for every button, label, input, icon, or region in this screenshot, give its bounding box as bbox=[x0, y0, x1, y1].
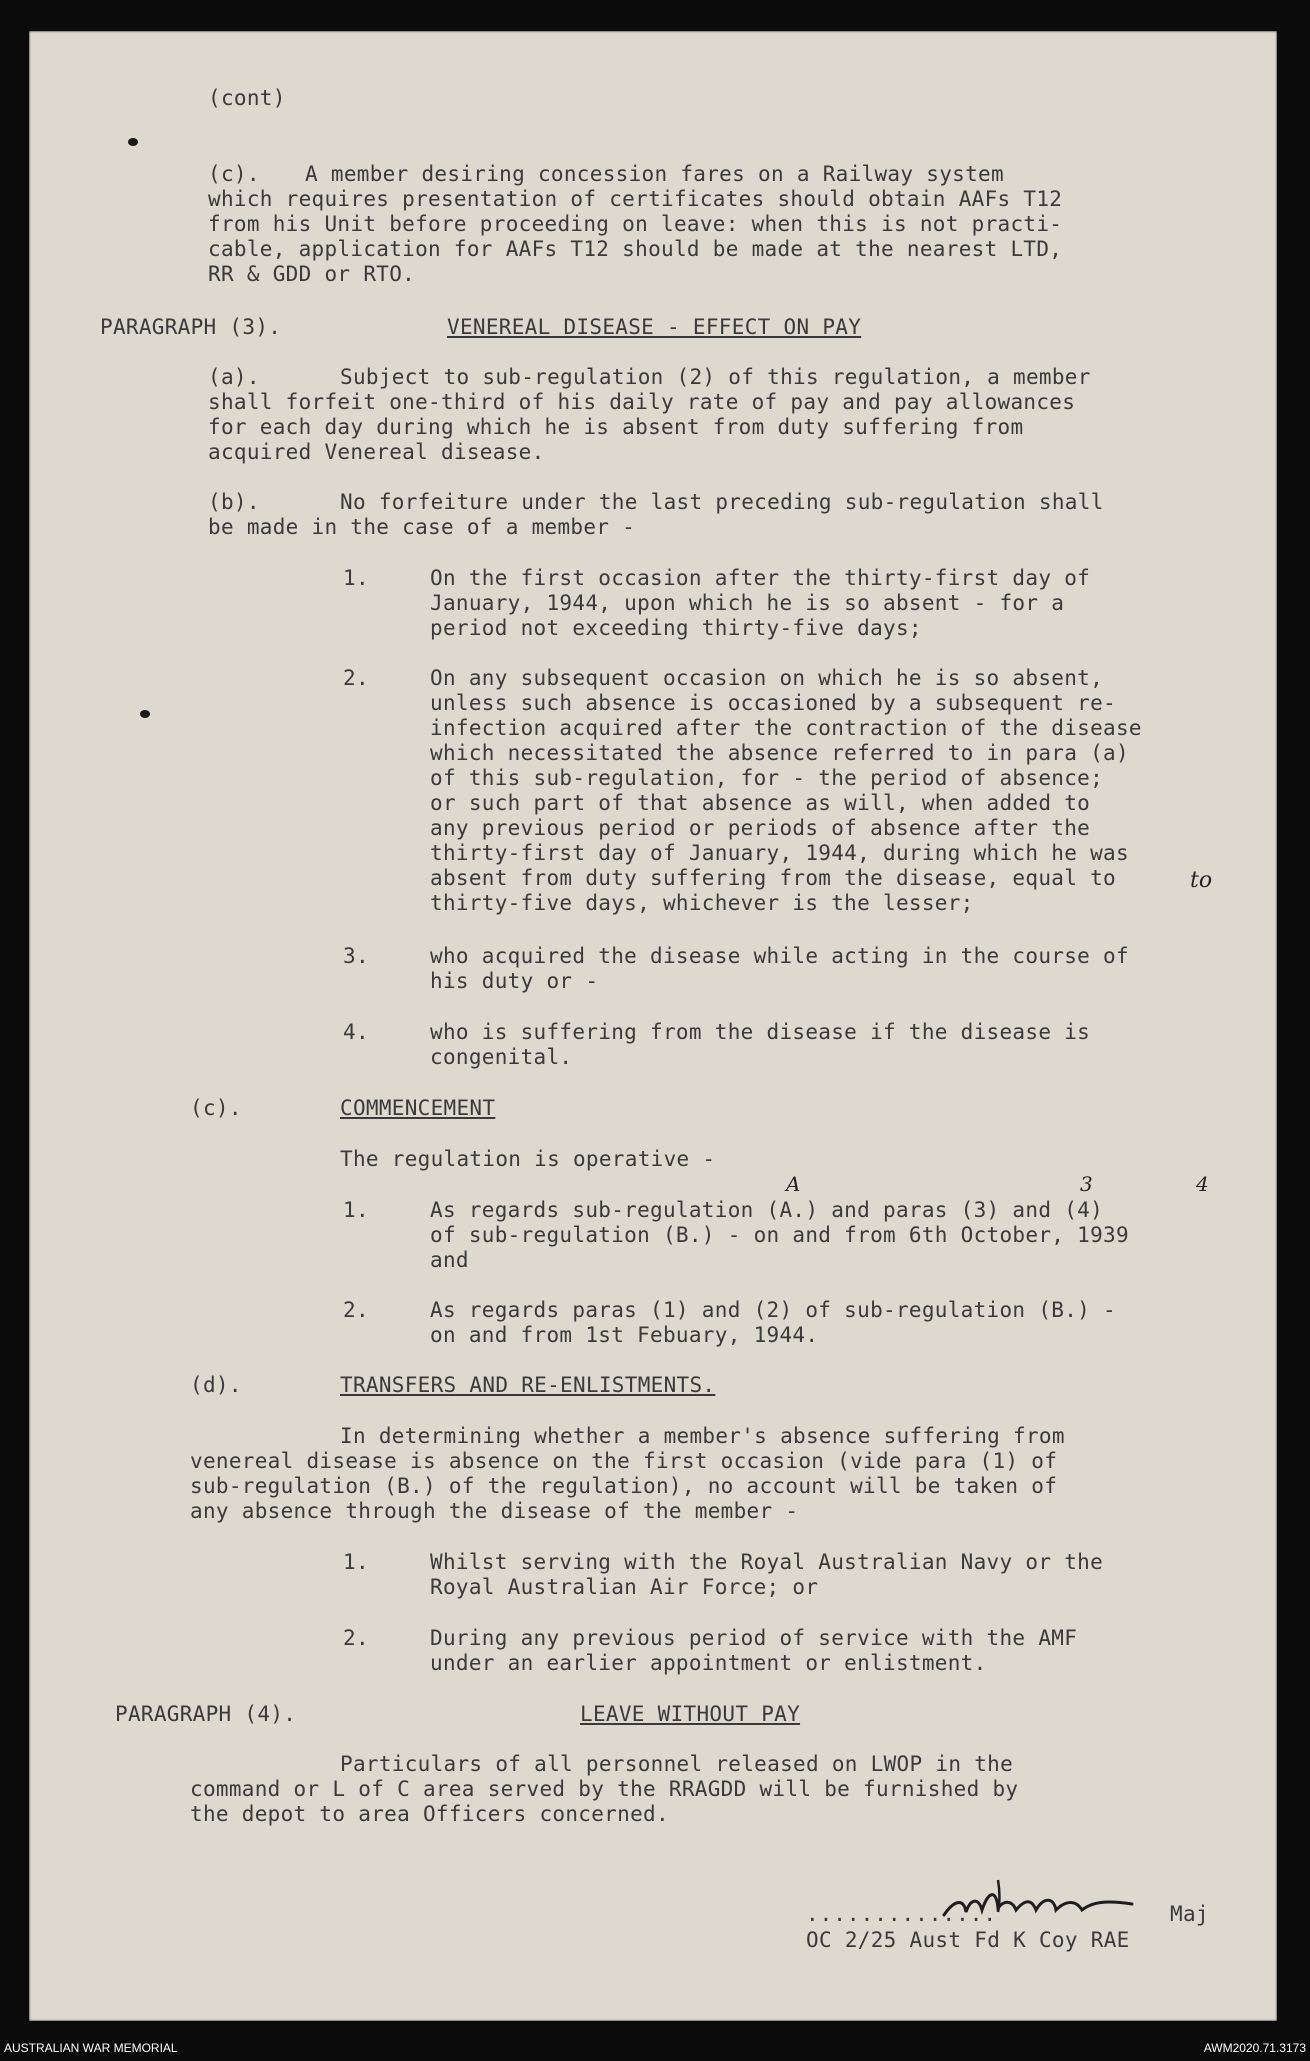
sub-d-title: TRANSFERS AND RE-ENLISTMENTS. bbox=[340, 1373, 716, 1397]
c-item-1-line-1: As regards sub-regulation (A.) and paras (3) and (4) bbox=[430, 1198, 1104, 1222]
b-item-4-num: 4. bbox=[343, 1020, 369, 1044]
para-c-label: (c). bbox=[208, 162, 260, 186]
b-item-2-line-8: thirty-first day of January, 1944, during which he was bbox=[430, 841, 1129, 865]
para-c-line-2: which requires presentation of certificates should obtain AAFs T12 bbox=[208, 187, 1063, 211]
footer-right: AWM2020.71.3173 bbox=[1203, 2041, 1306, 2055]
b-item-3-line-2: his duty or - bbox=[430, 969, 599, 993]
para-c-line-4: cable, application for AAFs T12 should be made at the nearest LTD, bbox=[208, 237, 1063, 261]
b-item-2-line-4: which necessitated the absence referred to in para (a) bbox=[430, 741, 1129, 765]
sub-c-label: (c). bbox=[190, 1096, 242, 1120]
sub-a-label: (a). bbox=[208, 365, 260, 389]
b-item-2-line-9: absent from duty suffering from the disease, equal to bbox=[430, 866, 1116, 890]
b-item-1-line-3: period not exceeding thirty-five days; bbox=[430, 616, 922, 640]
d-item-1-num: 1. bbox=[343, 1550, 369, 1574]
paragraph-4-title: LEAVE WITHOUT PAY bbox=[580, 1702, 801, 1726]
paragraph-4-label: PARAGRAPH (4). bbox=[115, 1702, 297, 1726]
para-c-line-3: from his Unit before proceeding on leave: when this is not practi- bbox=[208, 212, 1063, 236]
d-item-2-line-2: under an earlier appointment or enlistment. bbox=[430, 1651, 987, 1675]
b-item-2-line-3: infection acquired after the contraction of the disease bbox=[430, 716, 1142, 740]
d-item-2-num: 2. bbox=[343, 1626, 369, 1650]
p4-line-1: Particulars of all personnel released on LWOP in the bbox=[340, 1752, 1014, 1776]
d-item-2-line-1: During any previous period of service with the AMF bbox=[430, 1626, 1078, 1650]
para-c-line-1: A member desiring concession fares on a Railway system bbox=[305, 162, 1004, 186]
signature-title: OC 2/25 Aust Fd K Coy RAE bbox=[806, 1928, 1130, 1952]
b-item-2-line-7: any previous period or periods of absence after the bbox=[430, 816, 1091, 840]
handwritten-3: 3 bbox=[1080, 1172, 1093, 1196]
para-c-line-5: RR & GDD or RTO. bbox=[208, 262, 416, 286]
c-item-2-num: 2. bbox=[343, 1298, 369, 1322]
c-item-1-line-2: of sub-regulation (B.) - on and from 6th October, 1939 bbox=[430, 1223, 1129, 1247]
sub-d-line-3: sub-regulation (B.) of the regulation), no account will be taken of bbox=[190, 1474, 1058, 1498]
sub-a-line-2: shall forfeit one-third of his daily rate of pay and pay allowances bbox=[208, 390, 1076, 414]
sub-b-line-1: No forfeiture under the last preceding sub-regulation shall bbox=[340, 490, 1104, 514]
d-item-1-line-2: Royal Australian Air Force; or bbox=[430, 1575, 819, 1599]
b-item-1-num: 1. bbox=[343, 566, 369, 590]
sub-c-title: COMMENCEMENT bbox=[340, 1096, 496, 1120]
b-item-2-line-1: On any subsequent occasion on which he is so absent, bbox=[430, 666, 1104, 690]
handwritten-4: 4 bbox=[1196, 1172, 1209, 1196]
handwritten-a: A bbox=[786, 1172, 801, 1196]
b-item-1-line-1: On the first occasion after the thirty-first day of bbox=[430, 566, 1091, 590]
sub-d-label: (d). bbox=[190, 1373, 242, 1397]
cont-label: (cont) bbox=[208, 86, 286, 110]
p4-line-3: the depot to area Officers concerned. bbox=[190, 1802, 669, 1826]
c-item-1-num: 1. bbox=[343, 1198, 369, 1222]
sub-b-line-2: be made in the case of a member - bbox=[208, 515, 636, 539]
c-item-2-line-1: As regards paras (1) and (2) of sub-regulation (B.) - bbox=[430, 1298, 1116, 1322]
footer-left: AUSTRALIAN WAR MEMORIAL bbox=[4, 2041, 178, 2055]
b-item-2-line-2: unless such absence is occasioned by a subsequent re- bbox=[430, 691, 1116, 715]
staple-hole-1 bbox=[128, 138, 138, 146]
handwritten-to: to bbox=[1190, 868, 1213, 893]
b-item-4-line-2: congenital. bbox=[430, 1045, 573, 1069]
paragraph-3-label: PARAGRAPH (3). bbox=[100, 315, 282, 339]
sub-d-line-2: venereal disease is absence on the first occasion (vide para (1) of bbox=[190, 1449, 1058, 1473]
b-item-2-line-6: or such part of that absence as will, when added to bbox=[430, 791, 1091, 815]
signature-rank: Maj bbox=[1170, 1902, 1209, 1926]
staple-hole-2 bbox=[140, 710, 150, 718]
sub-b-label: (b). bbox=[208, 490, 260, 514]
sub-c-intro: The regulation is operative - bbox=[340, 1147, 716, 1171]
p4-line-2: command or L of C area served by the RRAGDD will be furnished by bbox=[190, 1777, 1019, 1801]
signature-line: .............. bbox=[806, 1902, 998, 1926]
c-item-1-line-3: and bbox=[430, 1248, 469, 1272]
b-item-3-num: 3. bbox=[343, 944, 369, 968]
sub-a-line-1: Subject to sub-regulation (2) of this regulation, a member bbox=[340, 365, 1091, 389]
b-item-2-line-5: of this sub-regulation, for - the period of absence; bbox=[430, 766, 1104, 790]
b-item-3-line-1: who acquired the disease while acting in the course of bbox=[430, 944, 1129, 968]
sub-a-line-3: for each day during which he is absent from duty suffering from bbox=[208, 415, 1024, 439]
sub-d-line-4: any absence through the disease of the member - bbox=[190, 1499, 799, 1523]
sub-d-line-1: In determining whether a member's absence suffering from bbox=[340, 1424, 1065, 1448]
b-item-2-line-10: thirty-five days, whichever is the lesser; bbox=[430, 891, 974, 915]
c-item-2-line-2: on and from 1st Febuary, 1944. bbox=[430, 1323, 819, 1347]
paragraph-3-title: VENEREAL DISEASE - EFFECT ON PAY bbox=[447, 315, 862, 339]
b-item-4-line-1: who is suffering from the disease if the disease is bbox=[430, 1020, 1091, 1044]
d-item-1-line-1: Whilst serving with the Royal Australian Navy or the bbox=[430, 1550, 1104, 1574]
sub-a-line-4: acquired Venereal disease. bbox=[208, 440, 545, 464]
b-item-1-line-2: January, 1944, upon which he is so absent - for a bbox=[430, 591, 1065, 615]
b-item-2-num: 2. bbox=[343, 666, 369, 690]
